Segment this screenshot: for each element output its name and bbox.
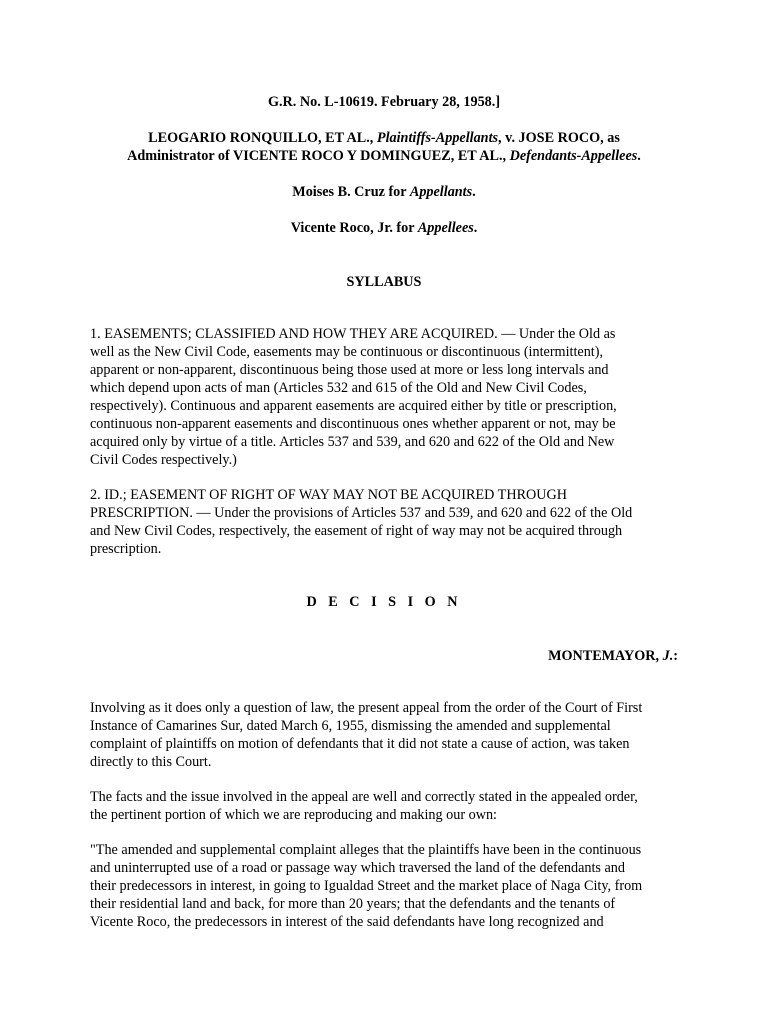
paragraph-line: the pertinent portion of which we are reproducing and making our own: [90,807,497,823]
paragraph-line: and uninterrupted use of a road or passage way which traversed the land of the defendants and [90,860,625,876]
counsel-appellees-role: Appellees [417,220,474,236]
syllabus-item-2-line: 2. ID.; EASEMENT OF RIGHT OF WAY MAY NOT BE ACQUIRED THROUGH [90,487,568,503]
syllabus-heading: SYLLABUS [346,274,422,290]
syllabus-item-1-line: which depend upon acts of man (Articles 532 and 615 of the Old and New Civil Codes, [90,380,587,396]
syllabus-item-1-line: acquired only by virtue of a title. Articles 537 and 539, and 620 and 622 of the Old and New [90,434,615,450]
paragraph-line: "The amended and supplemental complaint alleges that the plaintiffs have been in the continuous [90,842,642,858]
counsel-appellees-name: Vicente Roco, Jr. for [290,220,415,236]
syllabus-item-2-line: PRESCRIPTION. — Under the provisions of Articles 537 and 539, and 620 and 622 of the Old [90,505,633,521]
syllabus-item-2 [90,486,690,558]
plaintiffs-name: LEOGARIO RONQUILLO, ET AL., [148,130,374,146]
ponente-end: : [673,648,678,664]
paragraph-line: The facts and the issue involved in the appeal are well and correctly stated in the appealed order, [90,789,638,805]
syllabus-item-1-line: apparent or non-apparent, discontinuous being those used at more or less long intervals and [90,362,609,378]
case-number: G.R. No. L-10619. February 28, 1958.] [267,94,501,110]
decision-paragraph-3 [90,841,690,931]
decision-heading: D E C I S I O N [306,594,462,610]
parties-end: . [637,148,641,164]
plaintiffs-role: Plaintiffs-Appellants [376,130,499,146]
syllabus-item-2-line: and New Civil Codes, respectively, the easement of right of way may not be acquired through [90,523,623,539]
counsel-appellants [0,183,768,201]
parties-line-1 [0,129,768,147]
ponente-name: MONTEMAYOR, [548,648,660,664]
versus-text: , v. JOSE ROCO, as [498,130,620,146]
syllabus-item-1-line: Civil Codes respectively.) [90,452,237,468]
syllabus-item-1-line: continuous non-apparent easements and discontinuous ones whether apparent or not, may be [90,416,616,432]
paragraph-line: Involving as it does only a question of law, the present appeal from the order of the Court of First [90,700,643,716]
paragraph-line: complaint of plaintiffs on motion of defendants that it did not state a cause of action, was taken [90,736,630,752]
ponente [548,647,678,665]
decision-paragraph-2 [90,788,690,824]
syllabus-item-1-line: 1. EASEMENTS; CLASSIFIED AND HOW THEY ARE ACQUIRED. — Under the Old as [90,326,616,342]
counsel-appellants-role: Appellants [409,184,473,200]
ponente-title: J. [662,648,674,664]
paragraph-line: Instance of Camarines Sur, dated March 6, 1955, dismissing the amended and supplemental [90,718,611,734]
parties-line-2 [0,147,768,165]
syllabus-item-1 [90,325,690,469]
counsel-appellants-name: Moises B. Cruz for [292,184,407,200]
counsel-appellees [0,219,768,237]
paragraph-line: Vicente Roco, the predecessors in interest of the said defendants have long recognized and [90,914,604,930]
syllabus-item-1-line: respectively). Continuous and apparent easements are acquired either by title or prescription, [90,398,617,414]
paragraph-line: their predecessors in interest, in going to Igualdad Street and the market place of Naga City, from [90,878,643,894]
counsel-appellees-end: . [473,220,478,236]
decision-paragraph-1 [90,699,690,771]
paragraph-line: directly to this Court. [90,754,212,770]
syllabus-item-1-line: well as the New Civil Code, easements may be continuous or discontinuous (intermittent), [90,344,604,360]
defendants-name: Administrator of VICENTE ROCO Y DOMINGUEZ, ET AL., [127,148,507,164]
counsel-appellants-end: . [472,184,476,200]
syllabus-item-2-line: prescription. [90,541,162,557]
paragraph-line: their residential land and back, for more than 20 years; that the defendants and the tenants of [90,896,616,912]
defendants-role: Defendants-Appellees [509,148,638,164]
